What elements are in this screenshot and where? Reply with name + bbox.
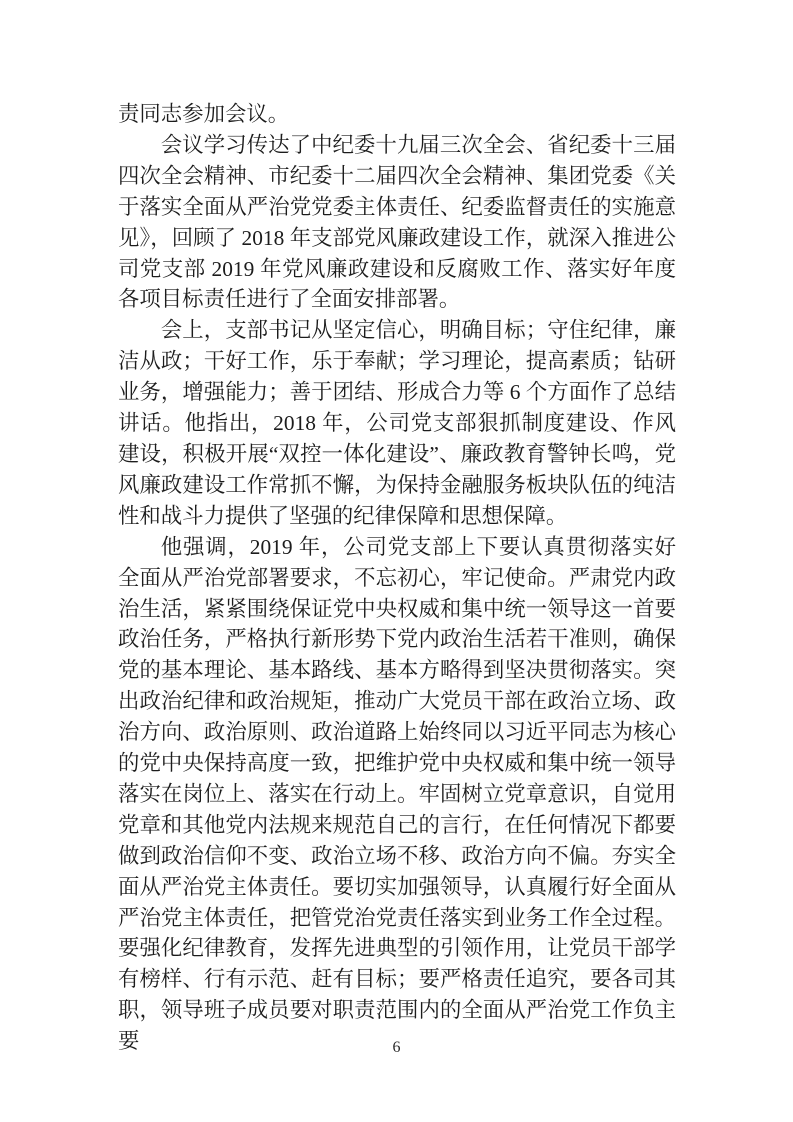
page-number: 6 xyxy=(392,1039,401,1056)
paragraph: 责同志参加会议。 xyxy=(118,102,290,126)
paragraph: 他强调，2019 年，公司党支部上下要认真贯彻落实好全面从严治党部署要求，不忘初心，牢记使命。严肃党内政治生活，紧紧围绕保证党中央权威和集中统一领导这一首要政治任务，严格执行新形势下党内政治生活若干准则，确保党的基本理论、基本路线、基本方略得到坚决贯彻落实。突出政治纪律和政治规矩，推动广大党员干部在政治立场、政治方向、政治原则、政治道路上始终同以习近平同志为核心的党中央保持高度一致，把维护党中央权威和集中统一领导落实在岗位上、落实在行动上。牢固树立党章意识，自觉用党章和其他党内法规来规范自己的言行，在任何情况下都要做到政治信仰不变、政治立场不移、政治方向不偏。夯实全面从严治党主体责任。要切实加强领导，认真履行好全面从严治党主体责任，把管党治党责任落实到业务工作全过程。要强化纪律教育，发挥先进典型的引领作用，让党员干部学有榜样、行有示范、赶有目标；要严格责任追究，要各司其职，领导班子成员要对职责范围内的全面从严治党工作负主要 xyxy=(118,534,676,1054)
paragraph: 会议学习传达了中纪委十九届三次全会、省纪委十三届四次全会精神、市纪委十二届四次全会精神、集团党委《关于落实全面从严治党党委主体责任、纪委监督责任的实施意见》，回顾了 2018 年支部党风廉政建设工作，就深入推进公司党支部 2019 年党风廉政建设和反腐败工作、落实好年度各项目标责任进行了全面安排部署。 xyxy=(118,132,676,312)
paragraph: 会上，支部书记从坚定信心，明确目标；守住纪律，廉洁从政；干好工作，乐于奉献；学习理论，提高素质；钻研业务，增强能力；善于团结、形成合力等 6 个方面作了总结讲话。他指出，2018 年，公司党支部狠抓制度建设、作风建设，积极开展“双控一体化建设”、廉政教育警钟长鸣，党风廉政建设工作常抓不懈，为保持金融服务板块队伍的纯洁性和战斗力提供了坚强的纪律保障和思想保障。 xyxy=(118,318,676,528)
document-body xyxy=(118,99,676,1057)
